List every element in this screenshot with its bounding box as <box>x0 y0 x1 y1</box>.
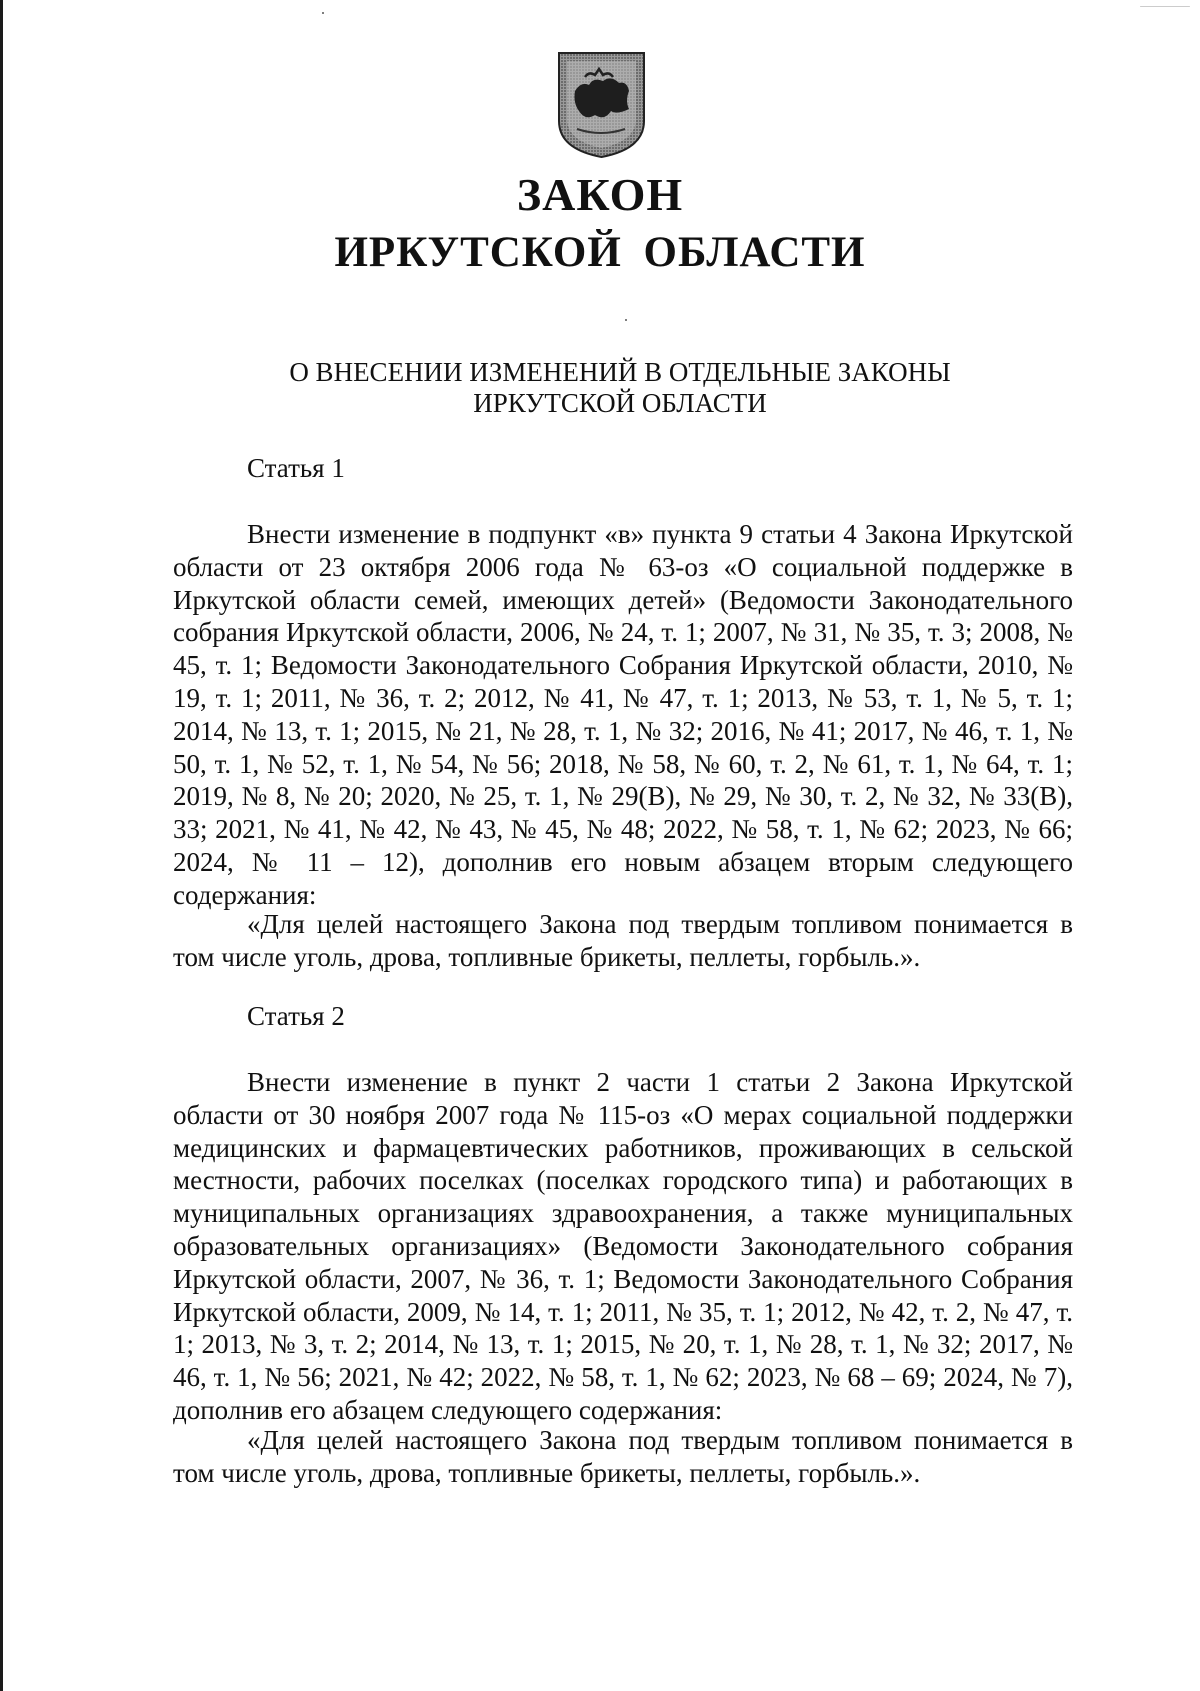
article-2-quote: «Для целей настоящего Закона под твердым топливом понимается в том числе уголь, дрова, топливные брикеты, пеллеты, горбыль.». <box>173 1425 1073 1488</box>
law-subject-heading-continued: ИРКУТСКОЙ ОБЛАСТИ <box>473 388 767 418</box>
irkutsk-region-coat-of-arms-icon <box>555 51 648 159</box>
page-title: ЗАКОН <box>516 169 684 220</box>
law-subject-heading: О ВНЕСЕНИИ ИЗМЕНЕНИЙ В ОТДЕЛЬНЫЕ ЗАКОНЫ <box>289 357 951 387</box>
article-2-body: Внести изменение в пункт 2 части 1 статьи 2 Закона Иркутской области от 30 ноября 2007 года № 115-оз «О мерах социальной поддержки медицинских и фармацевтических работников, проживающих в сельской местности, рабочих поселках (поселках городского типа) и работающих в муниципальных организациях здравоохранения, а также муниципальных образовательных организациях» (Ведомости Законодательного собрания Иркутской области, 2007, № 36, т. 1; Ведомости Законодательного Собрания Иркутской области, 2009, № 14, т. 1; 2011, № 35, т. 1; 2012, № 42, т. 2, № 47, т. 1; 2013, № 3, т. 2; 2014, № 13, т. 1; 2015, № 20, т. 1, № 28, т. 1, № 32; 2017, № 46, т. 1, № 56; 2021, № 42; 2022, № 58, т. 1, № 62; 2023, № 68 – 69; 2024, № 7), дополнив его абзацем следующего содержания: <box>173 1067 1073 1425</box>
scan-speck <box>625 319 627 321</box>
article-2-heading: Статья 2 <box>247 1001 345 1031</box>
article-1-body: Внести изменение в подпункт «в» пункта 9 статьи 4 Закона Иркутской области от 23 октября 2006 года № 63-оз «О социальной поддержке в Иркутской области семей, имеющих детей» (Ведомости Законодательного собрания Иркутской области, 2006, № 24, т. 1; 2007, № 31, № 35, т. 3; 2008, № 45, т. 1; Ведомости Законодательного Собрания Иркутской области, 2010, № 19, т. 1; 2011, № 36, т. 2; 2012, № 41, № 47, т. 1; 2013, № 53, т. 1, № 5, т. 1; 2014, № 13, т. 1; 2015, № 21, № 28, т. 1, № 32; 2016, № 41; 2017, № 46, т. 1, № 50, т. 1, № 52, т. 1, № 54, № 56; 2018, № 58, № 60, т. 2, № 61, т. 1, № 64, т. 1; 2019, № 8, № 20; 2020, № 25, т. 1, № 29(В), № 29, № 30, т. 2, № 32, № 33(В), 33; 2021, № 41, № 42, № 43, № 45, № 48; 2022, № 58, т. 1, № 62; 2023, № 66; 2024, № 11 – 12), дополнив его новым абзацем вторым следующего содержания: <box>173 519 1073 910</box>
article-1-quote: «Для целей настоящего Закона под твердым топливом понимается в том числе уголь, дрова, топливные брикеты, пеллеты, горбыль.». <box>173 909 1073 972</box>
scan-speck <box>322 12 324 14</box>
page-title-region: ИРКУТСКОЙ ОБЛАСТИ <box>334 229 866 276</box>
scan-speck <box>1140 6 1190 7</box>
article-1-heading: Статья 1 <box>247 453 345 483</box>
